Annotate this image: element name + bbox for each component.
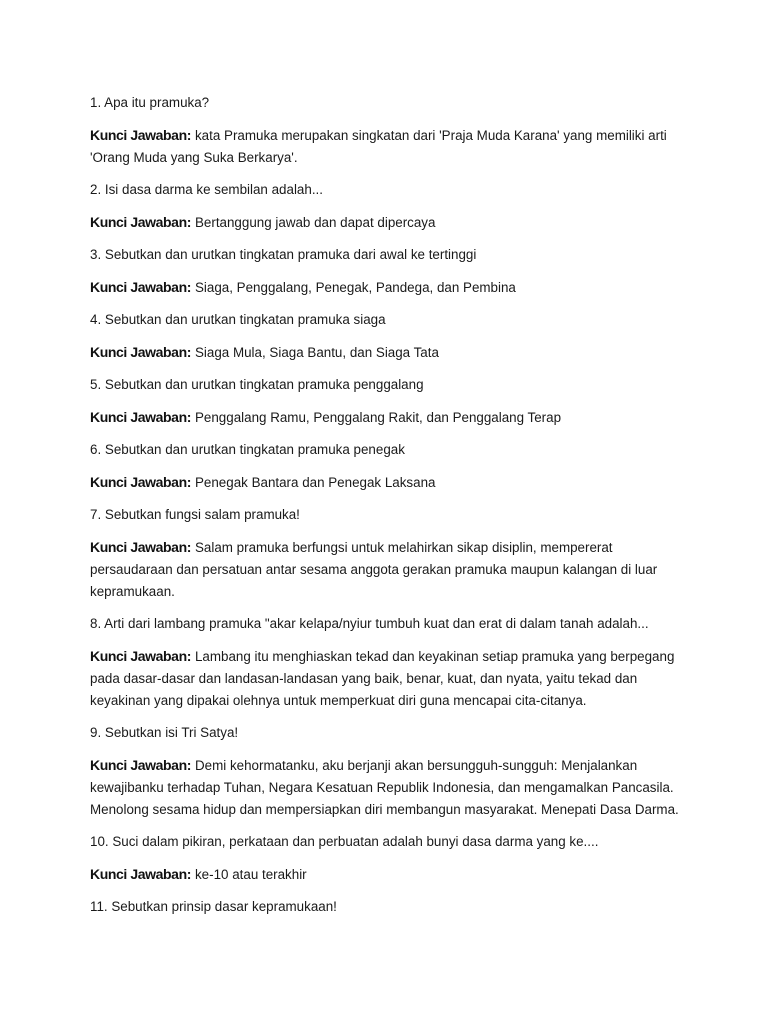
answer-label: Kunci Jawaban: bbox=[90, 344, 191, 360]
answer-text: Siaga Mula, Siaga Bantu, dan Siaga Tata bbox=[194, 345, 439, 360]
question-1: 1. Apa itu pramuka? bbox=[90, 95, 210, 110]
question-9: 9. Sebutkan isi Tri Satya! bbox=[90, 725, 239, 740]
answer-text: ke-10 atau terakhir bbox=[194, 867, 307, 882]
answer-text: Siaga, Penggalang, Penegak, Pandega, dan Pembina bbox=[194, 280, 516, 295]
answer-7 bbox=[90, 536, 680, 603]
answer-label: Kunci Jawaban: bbox=[90, 539, 191, 555]
answer-9 bbox=[90, 754, 680, 821]
answer-label: Kunci Jawaban: bbox=[90, 757, 191, 773]
answer-label: Kunci Jawaban: bbox=[90, 279, 191, 295]
answer-text: Penegak Bantara dan Penegak Laksana bbox=[194, 475, 436, 490]
answer-label: Kunci Jawaban: bbox=[90, 214, 191, 230]
question-4: 4. Sebutkan dan urutkan tingkatan pramuka siaga bbox=[90, 312, 386, 327]
answer-label: Kunci Jawaban: bbox=[90, 866, 191, 882]
question-8: 8. Arti dari lambang pramuka "akar kelapa/nyiur tumbuh kuat dan erat di dalam tanah adalah... bbox=[90, 616, 649, 631]
answer-3 bbox=[90, 276, 680, 299]
question-3: 3. Sebutkan dan urutkan tingkatan pramuka dari awal ke tertinggi bbox=[90, 247, 477, 262]
answer-5 bbox=[90, 406, 680, 429]
answer-1 bbox=[90, 124, 680, 169]
question-10: 10. Suci dalam pikiran, perkataan dan perbuatan adalah bunyi dasa darma yang ke.... bbox=[90, 834, 599, 849]
question-2: 2. Isi dasa darma ke sembilan adalah... bbox=[90, 182, 323, 197]
answer-text: Penggalang Ramu, Penggalang Rakit, dan Penggalang Terap bbox=[194, 410, 562, 425]
question-11: 11. Sebutkan prinsip dasar kepramukaan! bbox=[90, 899, 337, 914]
question-5: 5. Sebutkan dan urutkan tingkatan pramuka penggalang bbox=[90, 377, 424, 392]
answer-label: Kunci Jawaban: bbox=[90, 409, 191, 425]
answer-6 bbox=[90, 471, 680, 494]
question-7: 7. Sebutkan fungsi salam pramuka! bbox=[90, 507, 300, 522]
answer-2 bbox=[90, 211, 680, 234]
answer-10 bbox=[90, 863, 680, 886]
answer-8 bbox=[90, 645, 680, 712]
answer-text: Demi kehormatanku, aku berjanji akan bersungguh-sungguh: Menjalankan kewajibanku terhadap Tuhan, Negara Kesatuan Republik Indonesia, dan mengamalkan Pancasila. Menolong sesama hidup dan mempersiapkan diri membangun masyarakat. Menepati Dasa Darma. bbox=[90, 758, 679, 817]
answer-text: Bertanggung jawab dan dapat dipercaya bbox=[194, 215, 436, 230]
answer-label: Kunci Jawaban: bbox=[90, 127, 191, 143]
answer-text: Lambang itu menghiaskan tekad dan keyakinan setiap pramuka yang berpegang pada dasar-dasar dan landasan-landasan yang baik, benar, kuat, dan nyata, yaitu tekad dan keyakinan yang dipakai olehnya untuk memperkuat diri guna mencapai cita-citanya. bbox=[90, 649, 675, 708]
answer-4 bbox=[90, 341, 680, 364]
answer-label: Kunci Jawaban: bbox=[90, 474, 191, 490]
answer-text: Salam pramuka berfungsi untuk melahirkan sikap disiplin, mempererat persaudaraan dan persatuan antar sesama anggota gerakan pramuka maupun kalangan di luar kepramukaan. bbox=[90, 540, 658, 599]
answer-text: kata Pramuka merupakan singkatan dari 'Praja Muda Karana' yang memiliki arti 'Orang Muda yang Suka Berkarya'. bbox=[90, 128, 667, 165]
question-6: 6. Sebutkan dan urutkan tingkatan pramuka penegak bbox=[90, 442, 405, 457]
document-page bbox=[90, 92, 680, 928]
answer-label: Kunci Jawaban: bbox=[90, 648, 191, 664]
